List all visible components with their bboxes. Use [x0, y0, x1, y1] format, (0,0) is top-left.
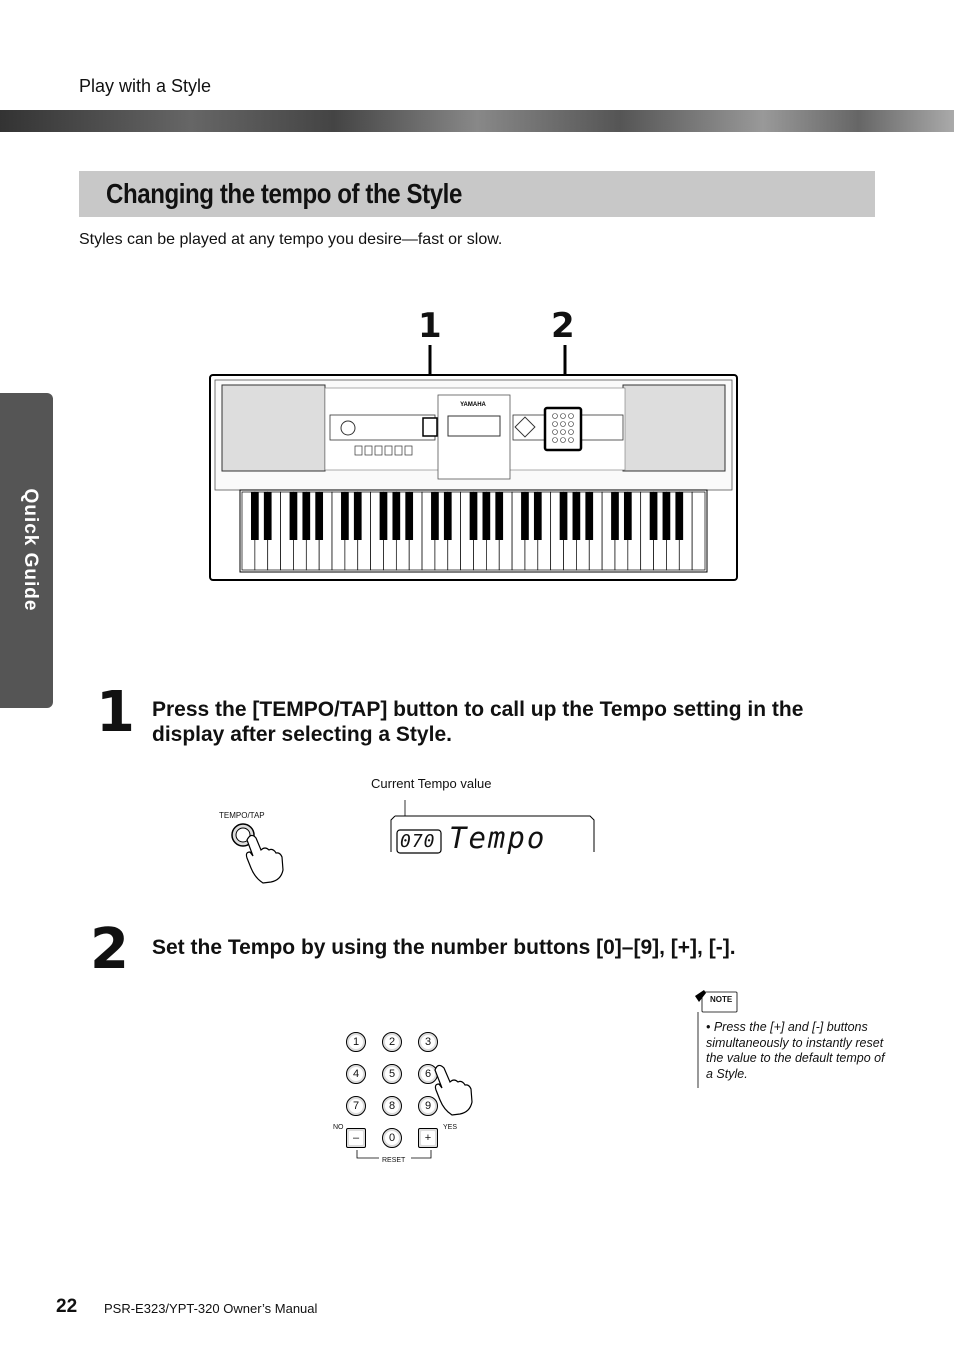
- black-key: [405, 492, 413, 540]
- side-tab-label: Quick Guide: [20, 488, 41, 612]
- intro-text: Styles can be played at any tempo you desire—fast or slow.: [79, 231, 503, 248]
- keypad-label: +: [421, 1131, 435, 1145]
- keypad-button-5[interactable]: [382, 1064, 402, 1084]
- keypad-button-3[interactable]: [418, 1032, 438, 1052]
- keypad-label: 6: [421, 1067, 435, 1081]
- black-key: [560, 492, 568, 540]
- black-key: [392, 492, 400, 540]
- black-key: [290, 492, 298, 540]
- keypad-label: 0: [385, 1131, 399, 1145]
- black-key: [534, 492, 542, 540]
- black-key: [650, 492, 658, 540]
- black-key: [470, 492, 478, 540]
- header-bar: [0, 110, 954, 132]
- note-text: • Press the [+] and [-] buttons simultaneously to instantly reset the value to the default tempo of a Style.: [706, 1020, 885, 1081]
- reset-label: RESET: [382, 1157, 406, 1164]
- black-key: [611, 492, 619, 540]
- keypad-button-plus[interactable]: [418, 1128, 438, 1148]
- white-key: [692, 492, 705, 570]
- black-key: [354, 492, 362, 540]
- yes-label: YES: [443, 1124, 458, 1131]
- black-key: [675, 492, 683, 540]
- keypad-label: 2: [385, 1035, 399, 1049]
- keypad-button-4[interactable]: [346, 1064, 366, 1084]
- keypad-button-2[interactable]: [382, 1032, 402, 1052]
- running-head: Play with a Style: [79, 76, 212, 96]
- hand-icon: [430, 1058, 480, 1128]
- keypad-label: –: [349, 1131, 363, 1145]
- black-key: [380, 492, 388, 540]
- black-key: [573, 492, 581, 540]
- step-1-number: 1: [96, 680, 135, 745]
- keypad-button-7[interactable]: [346, 1096, 366, 1116]
- black-key: [431, 492, 439, 540]
- keypad-label: 3: [421, 1035, 435, 1049]
- step-1-line-2: display after selecting a Style.: [152, 723, 452, 746]
- black-key: [341, 492, 349, 540]
- step-2-number: 2: [90, 917, 129, 982]
- callout-2: 2: [551, 306, 575, 346]
- manual-title: PSR-E323/YPT-320 Owner’s Manual: [104, 1301, 318, 1316]
- section-title: Changing the tempo of the Style: [106, 178, 462, 209]
- step-2-text: Set the Tempo by using the number buttons [0]–[9], [+], [-].: [152, 936, 736, 959]
- black-key: [495, 492, 503, 540]
- keyboard-illustration: [205, 340, 745, 585]
- black-key: [251, 492, 259, 540]
- black-key: [264, 492, 272, 540]
- black-key: [302, 492, 310, 540]
- keypad-button-8[interactable]: [382, 1096, 402, 1116]
- tempo-tap-label: TEMPO/TAP: [219, 811, 265, 820]
- black-key: [483, 492, 491, 540]
- current-tempo-label: Current Tempo value: [371, 776, 492, 791]
- brand-logo: YAMAHA: [460, 402, 486, 408]
- black-key: [624, 492, 632, 540]
- keypad-label: 9: [421, 1099, 435, 1113]
- keypad-label: 7: [349, 1099, 363, 1113]
- step-1-text: [152, 697, 803, 747]
- note-badge: NOTE: [710, 995, 733, 1004]
- step-1-line-1: Press the [TEMPO/TAP] button to call up the Tempo setting in the: [152, 698, 804, 721]
- black-key: [521, 492, 529, 540]
- keypad-label: 8: [385, 1099, 399, 1113]
- keypad-button-minus[interactable]: [346, 1128, 366, 1148]
- black-key: [663, 492, 671, 540]
- black-key: [444, 492, 452, 540]
- keypad-label: 1: [349, 1035, 363, 1049]
- keypad-label: 4: [349, 1067, 363, 1081]
- black-key: [315, 492, 323, 540]
- no-label: NO: [333, 1124, 344, 1131]
- tempo-value: 070: [400, 831, 436, 852]
- tempo-name: Tempo: [449, 821, 547, 855]
- page-number: 22: [56, 1296, 78, 1317]
- callout-1: 1: [418, 306, 442, 346]
- keypad-button-0[interactable]: [382, 1128, 402, 1148]
- keypad-button-1[interactable]: [346, 1032, 366, 1052]
- keypad-label: 5: [385, 1067, 399, 1081]
- black-key: [585, 492, 593, 540]
